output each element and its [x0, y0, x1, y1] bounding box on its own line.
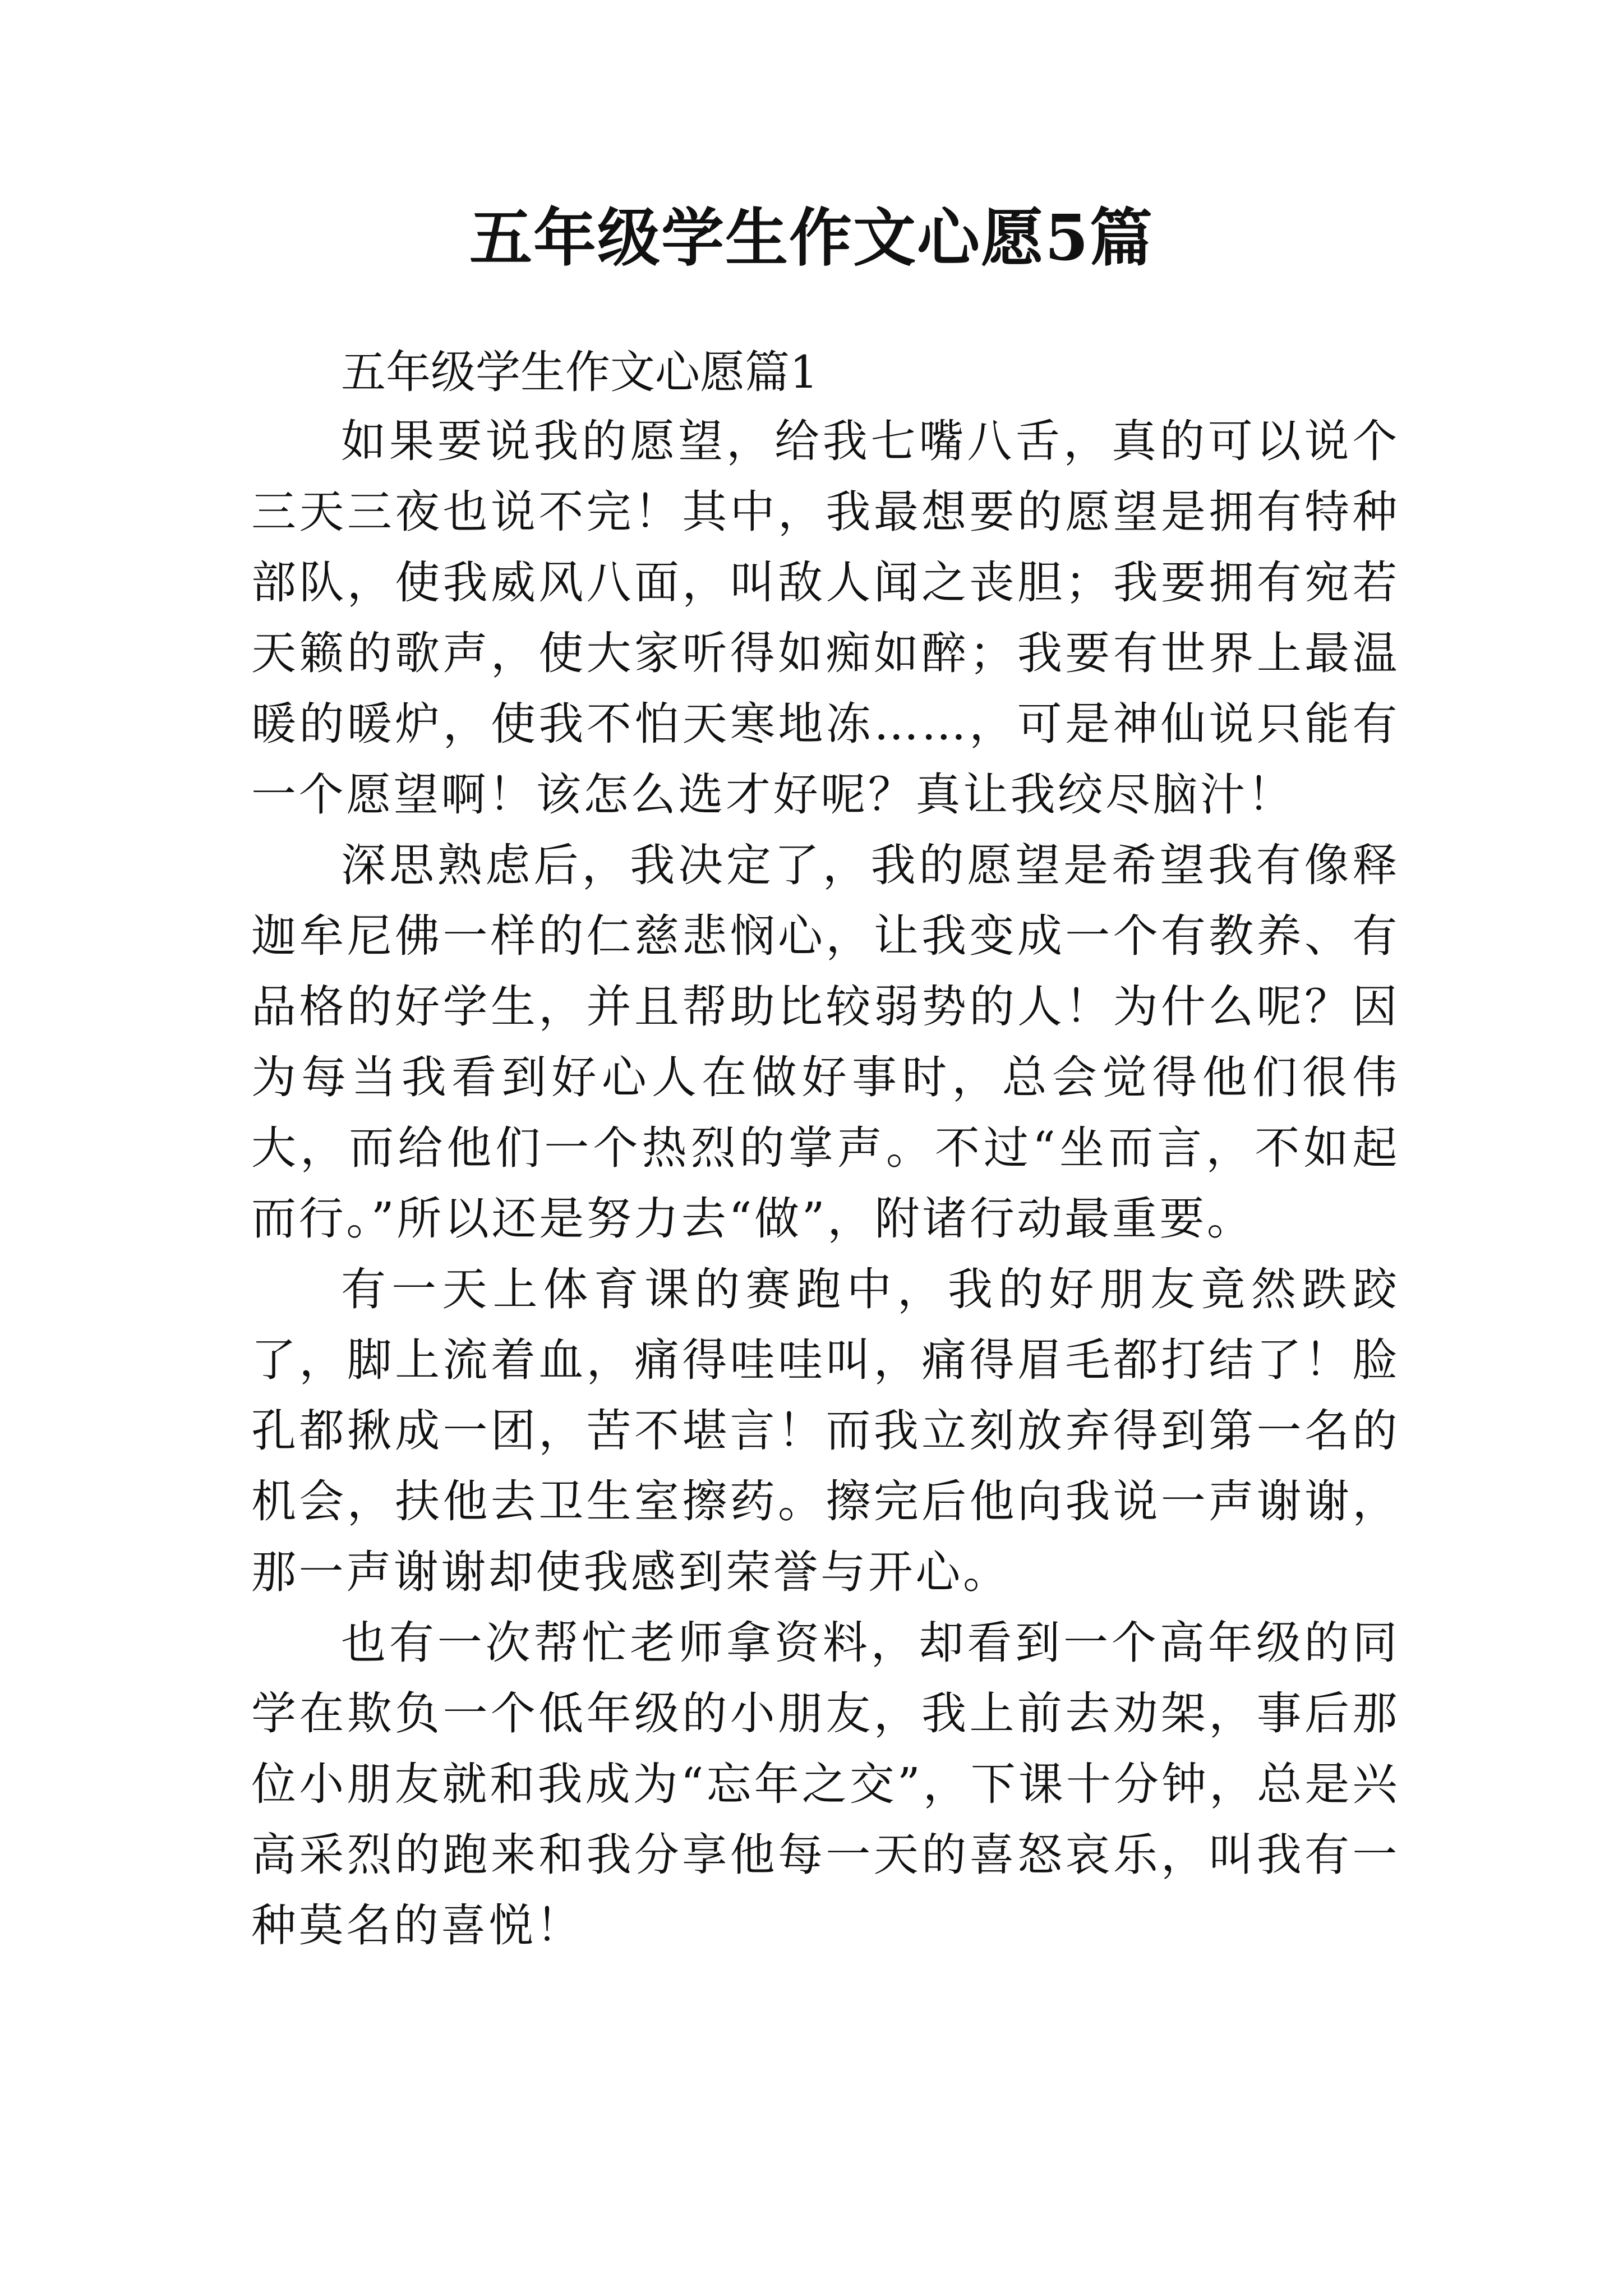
document-body: [251, 339, 1400, 1961]
document-title: 五年级学生作文心愿5篇: [469, 201, 1154, 275]
paragraph-3: 有一天上体育课的赛跑中，我的好朋友竟然跌跤了，脚上流着血，痛得哇哇叫，痛得眉毛都打结了！脸孔都揪成一团，苦不堪言！而我立刻放弃得到第一名的机会，扶他去卫生室擦药。擦完后他向我说一声谢谢，那一声谢谢却使我感到荣誉与开心。: [251, 1263, 1400, 1598]
paragraph-2: 深思熟虑后，我决定了，我的愿望是希望我有像释迦牟尼佛一样的仁慈悲悯心，让我变成一个有教养、有品格的好学生，并且帮助比较弱势的人！为什么呢？因为每当我看到好心人在做好事时，总会觉得他们很伟大，而给他们一个热烈的掌声。不过“坐而言，不如起而行。”所以还是努力去“做”，附诸行动最重要。: [251, 839, 1400, 1245]
section-heading: 五年级学生作文心愿篇1: [341, 346, 818, 398]
paragraph-1: 如果要说我的愿望，给我七嘴八舌，真的可以说个三天三夜也说不完！其中，我最想要的愿望是拥有特种部队，使我威风八面，叫敌人闻之丧胆；我要拥有宛若天籁的歌声，使大家听得如痴如醉；我要有世界上最温暖的暖炉，使我不怕天寒地冻……，可是神仙说只能有一个愿望啊！该怎么选才好呢？真让我绞尽脑汁！: [251, 415, 1400, 821]
paragraph-4: 也有一次帮忙老师拿资料，却看到一个高年级的同学在欺负一个低年级的小朋友，我上前去劝架，事后那位小朋友就和我成为“忘年之交”，下课十分钟，总是兴高采烈的跑来和我分享他每一天的喜怒哀乐，叫我有一种莫名的喜悦！: [251, 1617, 1400, 1952]
